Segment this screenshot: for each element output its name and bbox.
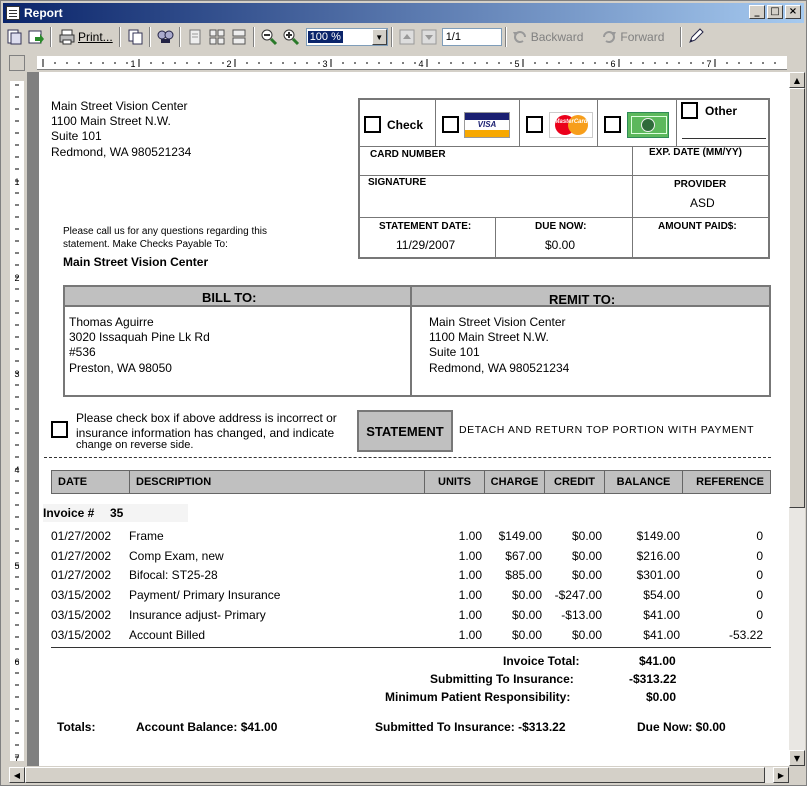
cell-date: 01/27/2002 [51,548,112,563]
ruler-label: 5 [514,59,520,69]
col-reference: REFERENCE [682,470,771,494]
cell-date: 03/15/2002 [51,607,112,622]
cell-balance: $149.00 [636,529,680,543]
scroll-down-icon[interactable]: ▼ [789,750,805,766]
cell-charge: $67.00 [505,548,542,563]
cell-charge: $149.00 [498,529,542,543]
export-icon[interactable] [5,28,23,46]
toolbar [3,25,804,49]
horizontal-ruler [37,56,787,70]
totals-account-balance: Account Balance: $41.00 [136,720,278,734]
cell-units: 1.00 [458,568,482,583]
window-title: Report [24,6,63,20]
cell-credit: $0.00 [571,548,602,563]
backward-button[interactable] [512,29,584,45]
statement-label: STATEMENT [357,410,453,452]
invoice-total-value: $41.00 [639,654,676,668]
close-button[interactable]: × [785,5,801,19]
cell-reference: 0 [756,607,763,622]
provider-label: PROVIDER [674,179,727,190]
forward-label: Forward [620,30,665,44]
cell-balance: $54.00 [643,588,680,603]
totals-due-now: Due Now: $0.00 [637,720,726,734]
amount-paid-label: AMOUNT PAID$: [658,221,737,232]
due-now-label: DUE NOW: [535,221,587,232]
ruler-label: 5 [14,561,20,571]
page-down-icon[interactable] [420,28,438,46]
ruler-label: 2 [226,59,232,69]
print-button[interactable] [55,27,116,47]
other-label: Other [705,104,738,118]
bill-to-name: Thomas Aguirre [69,315,154,329]
visa-card-icon: VISA [464,112,510,138]
cell-credit: -$247.00 [554,588,602,603]
remit-to-header: REMIT TO: [549,292,616,307]
cell-reference: 0 [756,548,763,563]
cell-charge: $0.00 [511,607,542,622]
horizontal-scroll-thumb[interactable] [25,767,765,783]
cell-balance: $216.00 [636,548,680,563]
cell-units: 1.00 [458,548,482,563]
report-page [39,72,789,766]
edit-icon[interactable] [687,28,705,46]
ruler-label: 6 [610,59,616,69]
zoom-in-icon[interactable] [282,28,300,46]
multi-page-icon[interactable] [208,28,226,46]
card-number-label: CARD NUMBER [370,149,446,160]
cell-reference: 0 [756,588,763,603]
zoom-value: 100 % [309,31,341,43]
payable-to: Main Street Vision Center [63,255,209,269]
totals-submitted: Submitted To Insurance: -$313.22 [375,720,566,734]
invoice-total-label: Invoice Total: [503,654,580,668]
ruler-label: 6 [14,657,20,667]
visa-checkbox[interactable] [442,116,459,133]
remit-to-street: 1100 Main Street N.W. [429,330,549,344]
printer-icon [58,28,76,46]
find-icon[interactable] [156,28,174,46]
forward-icon [601,29,617,45]
maximize-button[interactable]: □ [767,5,783,19]
open-icon[interactable] [27,28,45,46]
address-note-2: insurance information has changed, and indicate [76,426,335,440]
cell-date: 01/27/2002 [51,568,112,583]
min-resp-label: Minimum Patient Responsibility: [385,690,571,704]
mastercard-checkbox[interactable] [526,116,543,133]
cell-units: 1.00 [458,588,482,603]
ruler-corner [9,55,25,71]
ruler-label: 3 [322,59,328,69]
amex-checkbox[interactable] [604,116,621,133]
cell-units: 1.00 [458,627,482,642]
cell-reference: 0 [756,568,763,583]
check-label: Check [387,118,424,132]
detach-text: DETACH AND RETURN TOP PORTION WITH PAYMENT [459,424,755,436]
signature-label: SIGNATURE [368,177,427,188]
cell-date: 03/15/2002 [51,588,112,603]
cell-charge: $0.00 [511,627,542,642]
cell-description: Account Billed [129,627,206,642]
ruler-label: 1 [14,177,20,187]
other-checkbox[interactable] [681,102,698,119]
backward-label: Backward [530,30,584,44]
copy-icon[interactable] [126,28,144,46]
zoom-out-icon[interactable] [260,28,278,46]
statement-date-label: STATEMENT DATE: [379,221,472,232]
due-now-value: $0.00 [545,238,576,252]
ruler-label: 1 [130,59,136,69]
bill-to-street: 3020 Issaquah Pine Lk Rd [69,330,210,344]
cell-description: Insurance adjust- Primary [129,607,266,622]
cell-credit: $0.00 [571,568,602,583]
clinic-city: Redmond, WA 980521234 [51,145,192,159]
remit-to-city: Redmond, WA 980521234 [429,361,570,375]
amex-card-icon [627,112,669,138]
remit-to-name: Main Street Vision Center [429,315,566,329]
cell-credit: $0.00 [571,627,602,642]
print-label: Print... [78,30,113,44]
cell-description: Comp Exam, new [129,548,224,563]
provider-value: ASD [690,196,715,210]
cell-balance: $41.00 [643,627,680,642]
clinic-address1: 1100 Main Street N.W. [51,114,171,128]
cell-description: Payment/ Primary Insurance [129,588,281,603]
exp-date-label: EXP. DATE (MM/YY) [649,147,742,158]
ruler-label: 4 [418,59,424,69]
col-balance: BALANCE [604,470,683,494]
cell-balance: $301.00 [636,568,680,583]
cell-reference: -53.22 [728,627,763,642]
cell-units: 1.00 [458,607,482,622]
bill-to-city: Preston, WA 98050 [69,361,172,375]
cell-date: 01/27/2002 [51,529,112,543]
invoice-label: Invoice # [43,506,95,520]
bill-to-header: BILL TO: [202,290,257,305]
cell-balance: $41.00 [643,607,680,622]
min-resp-value: $0.00 [646,690,677,704]
vertical-scrollbar[interactable] [789,72,805,766]
cell-charge: $0.00 [511,588,542,603]
forward-button[interactable] [601,29,664,45]
col-credit: CREDIT [544,470,605,494]
col-units: UNITS [424,470,485,494]
ruler-label: 3 [14,369,20,379]
cell-credit: $0.00 [571,529,602,543]
cell-units: 1.00 [458,529,482,543]
ruler-label: 7 [14,753,20,761]
chevron-down-icon[interactable]: ▼ [372,29,387,45]
bill-to-unit: #536 [69,345,96,359]
col-description: DESCRIPTION [129,470,425,494]
page-number-input[interactable]: 1/1 [442,28,502,46]
scroll-left-icon[interactable]: ◀ [9,767,25,783]
submitting-label: Submitting To Insurance: [430,672,574,686]
cell-reference: 0 [756,529,763,543]
report-app-icon [6,6,20,20]
single-page-icon[interactable] [186,28,204,46]
cell-charge: $85.00 [505,568,542,583]
scroll-right-icon[interactable]: ▶ [773,767,789,783]
ruler-label: 4 [14,465,20,475]
col-date: DATE [51,470,130,494]
col-charge: CHARGE [484,470,545,494]
totals-label: Totals: [57,720,96,734]
mastercard-icon: MasterCard [549,112,593,138]
backward-icon [512,29,528,45]
horizontal-scrollbar[interactable] [9,767,789,783]
invoice-number: 35 [110,506,124,520]
title-bar [3,3,804,23]
continuous-page-icon[interactable] [230,28,248,46]
page-up-icon[interactable] [398,28,416,46]
scroll-up-icon[interactable]: ▲ [789,72,805,88]
questions-note-1: Please call us for any questions regarding this [63,226,268,237]
minimize-button[interactable]: _ [749,5,765,19]
zoom-select[interactable] [306,28,388,46]
check-checkbox[interactable] [364,116,381,133]
address-note-1: Please check box if above address is incorrect or [76,411,337,425]
address-incorrect-checkbox[interactable] [51,421,68,438]
cell-date: 03/15/2002 [51,627,112,642]
document-viewport [27,72,789,766]
ruler-label: 2 [14,273,20,283]
statement-date-value: 11/29/2007 [396,238,456,252]
ruler-label: 7 [706,59,712,69]
questions-note-2: statement. Make Checks Payable To: [63,239,228,250]
vertical-scroll-thumb[interactable] [789,88,805,508]
cell-credit: -$13.00 [561,607,602,622]
cell-description: Frame [129,529,164,543]
submitting-value: -$313.22 [629,672,677,686]
address-note-3: change on reverse side. [76,439,194,451]
clinic-address2: Suite 101 [51,129,102,143]
cell-description: Bifocal: ST25-28 [129,568,218,583]
remit-to-unit: Suite 101 [429,345,480,359]
vertical-ruler [10,81,24,761]
clinic-name: Main Street Vision Center [51,99,188,113]
